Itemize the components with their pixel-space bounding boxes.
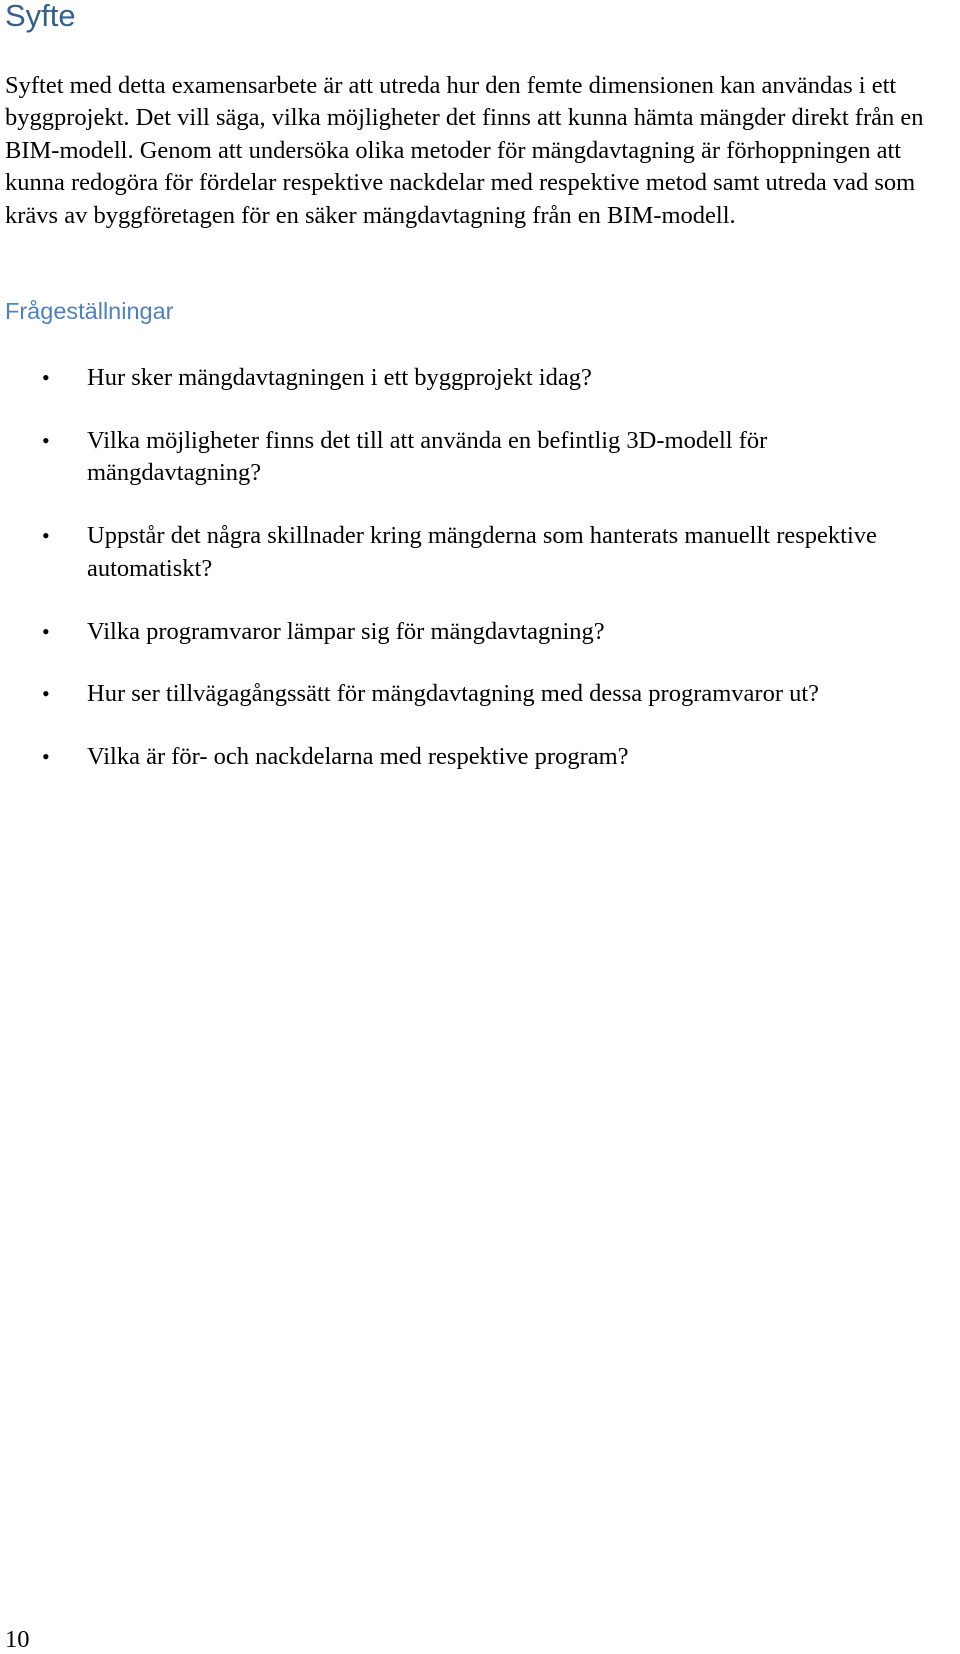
bullet-icon: • [42,523,50,549]
purpose-paragraph: Syftet med detta examensarbete är att utreda hur den femte dimensionen kan användas i ett byggprojekt. Det vill säga, vilka möjligheter det finns att kunna hämta mängder direkt från en BIM-modell. Genom att undersöka olika metoder för mängdavtagning är förhoppningen att kunna redogöra för fördelar respektive nackdelar med respektive metod samt utreda vad som krävs av byggföretagen för en säker mängdavtagning från en BIM-modell. [5,72,924,229]
question-list [0,362,960,804]
question-text: Vilka möjligheter finns det till att använda en befintlig 3D-modell för mängdavtagning? [87,426,768,487]
question-text: Hur sker mängdavtagningen i ett byggprojekt idag? [87,364,592,391]
bullet-icon: • [42,681,50,707]
list-item [0,362,947,394]
question-text: Hur ser tillvägagångssätt för mängdavtagning med dessa programvaror ut? [87,680,820,708]
list-item [0,741,947,773]
list-item [0,520,947,585]
question-text: Vilka är för- och nackdelarna med respektive program? [87,743,629,771]
section-heading: Syfte [5,0,76,33]
question-text: Vilka programvaror lämpar sig för mängdavtagning? [87,617,605,645]
bullet-icon: • [42,427,50,453]
page-number: 10 [5,1626,30,1653]
bullet-icon: • [42,365,50,390]
list-item [0,425,947,490]
bullet-icon: • [42,744,50,770]
list-item [0,678,947,710]
subsection-heading: Frågeställningar [5,298,174,324]
bullet-icon: • [42,618,50,644]
list-item [0,616,947,648]
question-text: Uppstår det några skillnader kring mängderna som hanterats manuellt respektive automatiskt? [87,522,877,582]
